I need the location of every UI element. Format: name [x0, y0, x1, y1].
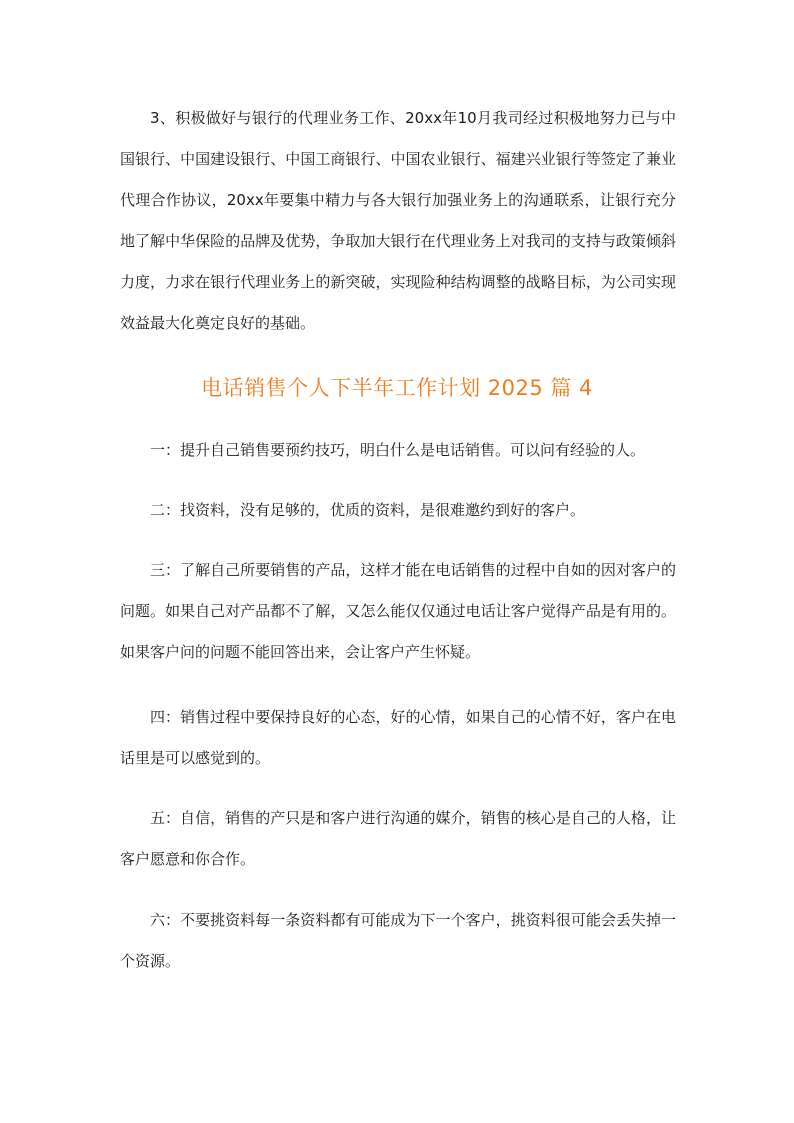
section-heading: 电话销售个人下半年工作计划 2025 篇 4: [201, 376, 593, 400]
plan-item-4: 四：销售过程中要保持良好的心态，好的心情，如果自己的心情不好，客户在电话里是可以感觉到的。: [120, 708, 676, 767]
plan-item-1: 一：提升自己销售要预约技巧，明白什么是电话销售。可以问有经验的人。: [150, 441, 646, 459]
plan-item-5: 五：自信，销售的产只是和客户进行沟通的媒介，销售的核心是自己的人格，让客户愿意和你合作。: [120, 809, 676, 868]
plan-item-2: 二：找资料，没有足够的，优质的资料，是很难邀约到好的客户。: [150, 501, 586, 519]
plan-item-6: 六：不要挑资料每一条资料都有可能成为下一个客户，挑资料很可能会丢失掉一个资源。: [120, 911, 676, 970]
plan-item-3: 三：了解自己所要销售的产品，这样才能在电话销售的过程中自如的因对客户的问题。如果自己对产品都不了解，又怎么能仅仅通过电话让客户觉得产品是有用的。如果客户问的问题不能回答出来，会让客户产生怀疑。: [120, 561, 676, 661]
intro-paragraph: 3、积极做好与银行的代理业务工作、20xx年10月我司经过积极地努力已与中国银行、中国建设银行、中国工商银行、中国农业银行、福建兴业银行等签定了兼业代理合作协议，20xx年要集中精力与各大银行加强业务上的沟通联系，让银行充分地了解中华保险的品牌及优势，争取加大银行在代理业务上对我司的支持与政策倾斜力度，力求在银行代理业务上的新突破，实现险种结构调整的战略目标，为公司实现效益最大化奠定良好的基础。: [120, 109, 676, 332]
